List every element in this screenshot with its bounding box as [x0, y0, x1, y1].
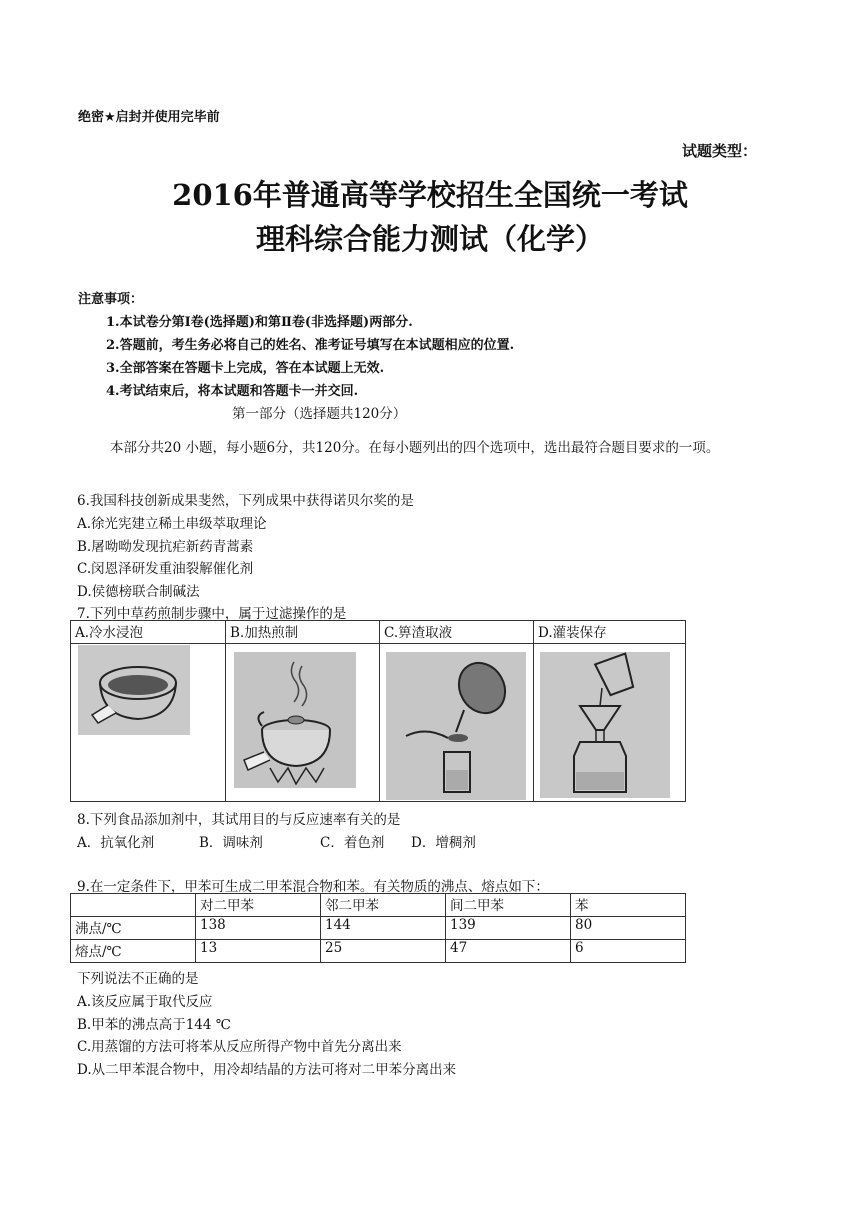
- boiling-pot-image: [234, 652, 356, 788]
- option-d-image-cell: [534, 644, 686, 802]
- table-header-cell: 邻二甲苯: [321, 894, 446, 917]
- notice-item: 1.本试卷分第Ⅰ卷(选择题)和第Ⅱ卷(非选择题)两部分.: [106, 315, 413, 330]
- option-c-label: C.箅渣取液: [380, 621, 534, 644]
- exam-title: 2016年普通高等学校招生全国统一考试: [172, 178, 688, 212]
- table-cell: 144: [321, 917, 446, 940]
- table-cell: 6: [571, 940, 686, 963]
- question-6-option-c: C.闵恩泽研发重油裂解催化剂: [77, 561, 254, 577]
- part-title: 第一部分（选择题共120分）: [232, 406, 407, 422]
- option-c-image-cell: [380, 644, 534, 802]
- table-row: [71, 940, 686, 963]
- table-header-row: [71, 894, 686, 917]
- notice-heading: 注意事项：: [78, 292, 144, 307]
- table-cell: 80: [571, 917, 686, 940]
- option-a-image-cell: [71, 644, 226, 802]
- question-9-prompt: 下列说法不正确的是: [77, 971, 199, 987]
- option-b-label: B.加热煎制: [226, 621, 380, 644]
- question-6-stem: 6.我国科技创新成果斐然，下列成果中获得诺贝尔奖的是: [77, 493, 414, 509]
- table-row: [71, 917, 686, 940]
- question-6-option-d: D.侯德榜联合制碱法: [77, 584, 200, 600]
- table-header-cell: 苯: [571, 894, 686, 917]
- table-cell: 13: [196, 940, 321, 963]
- properties-table: [70, 893, 686, 963]
- question-type-label: 试题类型：: [682, 142, 758, 160]
- table-header-cell: 对二甲苯: [196, 894, 321, 917]
- soaking-pot-image: [78, 645, 190, 735]
- question-9-option-b: B.甲苯的沸点高于144 ℃: [77, 1017, 231, 1033]
- bottling-image: [540, 652, 670, 798]
- table-header-cell: 间二甲苯: [446, 894, 571, 917]
- option-b-image-cell: [226, 644, 380, 802]
- filtering-image: [386, 652, 526, 800]
- question-9-stem: 9.在一定条件下，甲苯可生成二甲苯混合物和苯。有关物质的沸点、熔点如下：: [77, 879, 549, 895]
- question-9-option-a: A.该反应属于取代反应: [77, 994, 213, 1010]
- notice-item: 2.答题前，考生务必将自己的姓名、准考证号填写在本试题相应的位置.: [106, 338, 515, 353]
- exam-subtitle: 理科综合能力测试（化学）: [255, 222, 604, 256]
- option-a-label: A.冷水浸泡: [71, 621, 226, 644]
- secret-label: 绝密★启封并使用完毕前: [78, 110, 220, 125]
- question-9-option-d: D.从二甲苯混合物中，用冷却结晶的方法可将对二甲苯分离出来: [77, 1062, 457, 1078]
- question-7-stem: 7.下列中草药煎制步骤中，属于过滤操作的是: [77, 606, 347, 622]
- question-8-option-b: B．调味剂: [199, 835, 263, 851]
- question-6-option-a: A.徐光宪建立稀土串级萃取理论: [77, 516, 267, 532]
- question-6-option-b: B.屠呦呦发现抗疟新药青蒿素: [77, 539, 254, 555]
- table-cell: 沸点/℃: [71, 917, 196, 940]
- question-8-option-a: A．抗氧化剂: [77, 835, 155, 851]
- table-cell: 熔点/℃: [71, 940, 196, 963]
- question-8-option-c: C．着色剂: [320, 835, 385, 851]
- question-7-table: [70, 620, 686, 802]
- table-header-cell: [71, 894, 196, 917]
- table-cell: 47: [446, 940, 571, 963]
- question-8-stem: 8.下列食品添加剂中，其试用目的与反应速率有关的是: [77, 812, 401, 828]
- notice-item: 3.全部答案在答题卡上完成，答在本试题上无效.: [106, 361, 385, 376]
- part-intro: 本部分共20 小题，每小题6分，共120分。在每小题列出的四个选项中，选出最符合题目要求的一项。: [110, 440, 720, 456]
- notice-item: 4.考试结束后，将本试题和答题卡一并交回.: [106, 384, 359, 399]
- question-9-option-c: C.用蒸馏的方法可将苯从反应所得产物中首先分离出来: [77, 1039, 402, 1055]
- question-8-option-d: D．增稠剂: [411, 835, 476, 851]
- table-cell: 138: [196, 917, 321, 940]
- table-cell: 25: [321, 940, 446, 963]
- table-cell: 139: [446, 917, 571, 940]
- option-d-label: D.灌装保存: [534, 621, 686, 644]
